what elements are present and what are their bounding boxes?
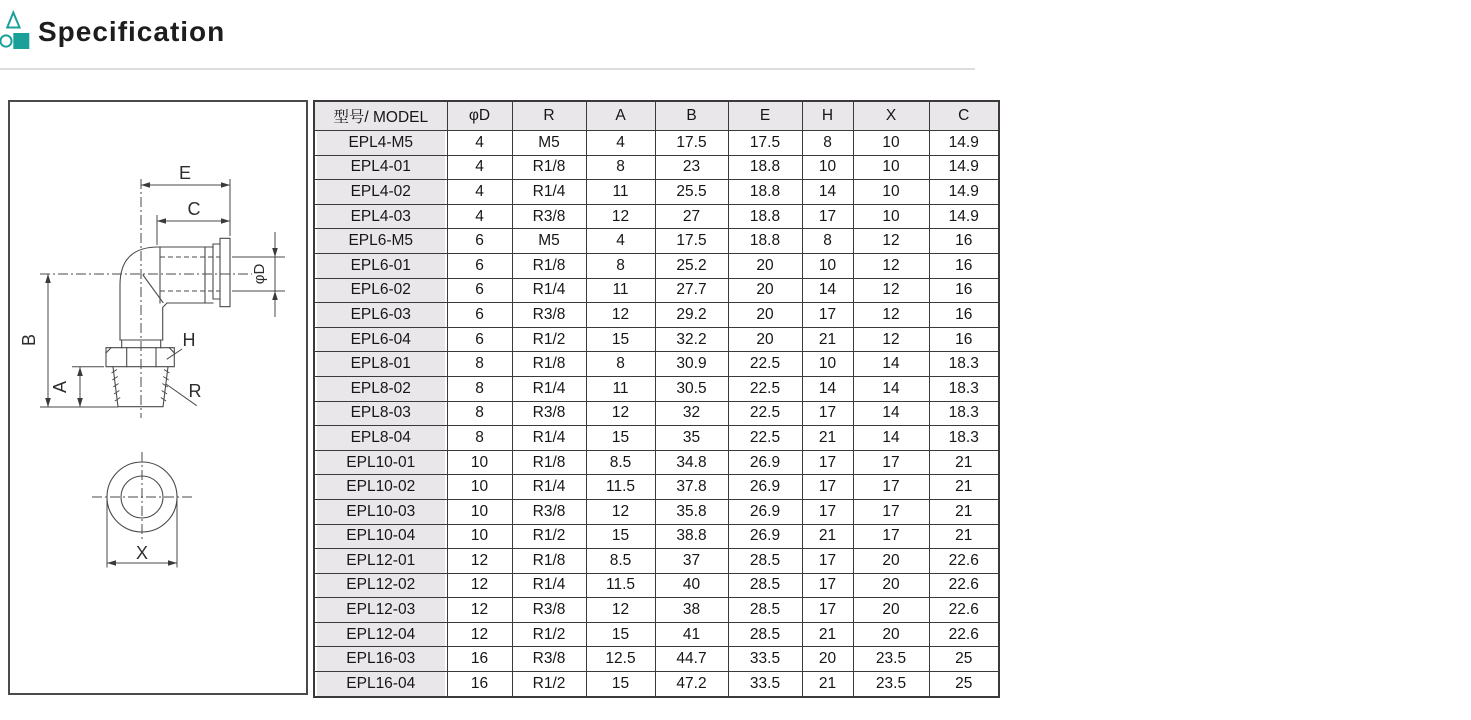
value-cell: 8.5	[586, 549, 655, 574]
value-cell: 11.5	[586, 573, 655, 598]
value-cell: 4	[586, 131, 655, 156]
table-row	[314, 131, 999, 156]
spec-table-body	[314, 131, 999, 697]
value-cell: 37.8	[655, 475, 728, 500]
value-cell: 6	[447, 278, 512, 303]
dim-label-c: C	[187, 199, 201, 219]
value-cell: R1/8	[512, 549, 586, 574]
value-cell: 14	[853, 376, 929, 401]
value-cell: 22.5	[728, 352, 802, 377]
value-cell: R3/8	[512, 204, 586, 229]
value-cell: 12	[586, 499, 655, 524]
value-cell: 17.5	[655, 131, 728, 156]
table-row	[314, 499, 999, 524]
value-cell: 21	[802, 327, 853, 352]
value-cell: 17	[802, 598, 853, 623]
dim-label-phi-d: φD	[251, 263, 268, 285]
value-cell: 40	[655, 573, 728, 598]
value-cell: 21	[802, 672, 853, 697]
table-row	[314, 303, 999, 328]
value-cell: 15	[586, 524, 655, 549]
value-cell: 16	[929, 253, 999, 278]
value-cell: 8	[802, 229, 853, 254]
value-cell: 28.5	[728, 549, 802, 574]
value-cell: 18.8	[728, 155, 802, 180]
model-cell: EPL4-M5	[314, 131, 447, 156]
value-cell: 6	[447, 327, 512, 352]
value-cell: 20	[728, 327, 802, 352]
value-cell: 8	[802, 131, 853, 156]
value-cell: 17	[853, 475, 929, 500]
model-cell: EPL6-M5	[314, 229, 447, 254]
model-cell: EPL12-03	[314, 598, 447, 623]
value-cell: 47.2	[655, 672, 728, 697]
value-cell: 28.5	[728, 598, 802, 623]
value-cell: 15	[586, 426, 655, 451]
value-cell: 28.5	[728, 622, 802, 647]
value-cell: 8	[586, 352, 655, 377]
value-cell: 10	[802, 352, 853, 377]
value-cell: 32.2	[655, 327, 728, 352]
dim-label-r: R	[188, 381, 202, 401]
value-cell: 11	[586, 180, 655, 205]
model-cell: EPL6-02	[314, 278, 447, 303]
value-cell: 8	[586, 253, 655, 278]
value-cell: 15	[586, 622, 655, 647]
value-cell: 11	[586, 376, 655, 401]
model-cell: EPL4-02	[314, 180, 447, 205]
value-cell: 8	[447, 352, 512, 377]
value-cell: 10	[853, 131, 929, 156]
model-cell: EPL6-01	[314, 253, 447, 278]
model-cell: EPL12-01	[314, 549, 447, 574]
value-cell: 4	[447, 204, 512, 229]
value-cell: 26.9	[728, 450, 802, 475]
model-cell: EPL16-04	[314, 672, 447, 697]
table-row	[314, 672, 999, 697]
value-cell: 26.9	[728, 499, 802, 524]
value-cell: 12	[853, 229, 929, 254]
column-header-2: R	[512, 101, 586, 131]
model-cell: EPL8-04	[314, 426, 447, 451]
value-cell: 22.5	[728, 426, 802, 451]
value-cell: 38	[655, 598, 728, 623]
value-cell: 29.2	[655, 303, 728, 328]
model-cell: EPL10-03	[314, 499, 447, 524]
value-cell: 37	[655, 549, 728, 574]
table-row	[314, 622, 999, 647]
value-cell: 18.8	[728, 229, 802, 254]
value-cell: 11.5	[586, 475, 655, 500]
value-cell: 17	[802, 549, 853, 574]
value-cell: 17	[802, 204, 853, 229]
table-row	[314, 376, 999, 401]
value-cell: R3/8	[512, 499, 586, 524]
value-cell: 10	[447, 524, 512, 549]
value-cell: R1/4	[512, 278, 586, 303]
model-cell: EPL10-01	[314, 450, 447, 475]
value-cell: 4	[447, 131, 512, 156]
value-cell: 17	[802, 401, 853, 426]
table-row	[314, 180, 999, 205]
value-cell: 17	[853, 499, 929, 524]
model-cell: EPL4-01	[314, 155, 447, 180]
table-row	[314, 598, 999, 623]
table-row	[314, 352, 999, 377]
value-cell: 41	[655, 622, 728, 647]
value-cell: 15	[586, 327, 655, 352]
value-cell: 20	[853, 549, 929, 574]
value-cell: 18.8	[728, 204, 802, 229]
value-cell: 21	[929, 475, 999, 500]
value-cell: 44.7	[655, 647, 728, 672]
value-cell: 17.5	[655, 229, 728, 254]
value-cell: 6	[447, 229, 512, 254]
value-cell: 10	[802, 253, 853, 278]
value-cell: R1/4	[512, 376, 586, 401]
value-cell: 20	[728, 278, 802, 303]
value-cell: 14	[802, 278, 853, 303]
value-cell: 12	[586, 204, 655, 229]
value-cell: 22.6	[929, 622, 999, 647]
column-header-0: 型号/ MODEL	[314, 101, 447, 131]
value-cell: R1/4	[512, 475, 586, 500]
table-row	[314, 327, 999, 352]
model-cell: EPL10-02	[314, 475, 447, 500]
value-cell: R1/2	[512, 327, 586, 352]
column-header-5: E	[728, 101, 802, 131]
value-cell: 33.5	[728, 647, 802, 672]
value-cell: R3/8	[512, 303, 586, 328]
value-cell: 22.5	[728, 376, 802, 401]
page-title: Specification	[38, 16, 226, 47]
value-cell: 20	[853, 598, 929, 623]
model-cell: EPL16-03	[314, 647, 447, 672]
value-cell: 22.5	[728, 401, 802, 426]
value-cell: 12	[853, 303, 929, 328]
value-cell: 30.9	[655, 352, 728, 377]
value-cell: 11	[586, 278, 655, 303]
table-header-row	[314, 101, 999, 131]
value-cell: 6	[447, 253, 512, 278]
value-cell: 14	[853, 401, 929, 426]
value-cell: 21	[929, 524, 999, 549]
value-cell: R1/8	[512, 352, 586, 377]
value-cell: 14	[853, 352, 929, 377]
value-cell: R1/2	[512, 622, 586, 647]
value-cell: 18.8	[728, 180, 802, 205]
value-cell: 8.5	[586, 450, 655, 475]
value-cell: 17	[853, 450, 929, 475]
table-row	[314, 155, 999, 180]
value-cell: 20	[853, 573, 929, 598]
value-cell: 17	[802, 303, 853, 328]
dim-label-h: H	[182, 330, 196, 350]
column-header-1: φD	[447, 101, 512, 131]
value-cell: 20	[728, 253, 802, 278]
value-cell: 14.9	[929, 131, 999, 156]
value-cell: 27	[655, 204, 728, 229]
table-row	[314, 647, 999, 672]
value-cell: 18.3	[929, 376, 999, 401]
value-cell: 12	[447, 622, 512, 647]
value-cell: 4	[447, 180, 512, 205]
dim-label-e: E	[178, 163, 192, 183]
model-cell: EPL12-04	[314, 622, 447, 647]
model-cell: EPL6-04	[314, 327, 447, 352]
table-row	[314, 573, 999, 598]
value-cell: 12	[447, 598, 512, 623]
value-cell: R1/8	[512, 450, 586, 475]
column-header-6: H	[802, 101, 853, 131]
value-cell: R1/8	[512, 253, 586, 278]
model-cell: EPL8-01	[314, 352, 447, 377]
value-cell: 12	[853, 253, 929, 278]
header-divider	[0, 68, 975, 70]
value-cell: R3/8	[512, 401, 586, 426]
value-cell: 10	[802, 155, 853, 180]
dim-label-b: B	[19, 333, 39, 347]
value-cell: R1/2	[512, 524, 586, 549]
value-cell: 17	[802, 475, 853, 500]
value-cell: 12	[586, 598, 655, 623]
value-cell: 33.5	[728, 672, 802, 697]
spec-table	[313, 100, 1000, 698]
value-cell: 10	[853, 180, 929, 205]
value-cell: 34.8	[655, 450, 728, 475]
value-cell: 10	[447, 450, 512, 475]
value-cell: 17	[802, 499, 853, 524]
value-cell: 25.5	[655, 180, 728, 205]
value-cell: 22.6	[929, 549, 999, 574]
value-cell: 6	[447, 303, 512, 328]
value-cell: 16	[929, 229, 999, 254]
value-cell: 22.6	[929, 573, 999, 598]
value-cell: 8	[586, 155, 655, 180]
value-cell: 10	[853, 155, 929, 180]
table-row	[314, 426, 999, 451]
diagram-border	[9, 101, 307, 694]
model-cell: EPL10-04	[314, 524, 447, 549]
value-cell: 4	[447, 155, 512, 180]
value-cell: 23.5	[853, 647, 929, 672]
table-row	[314, 475, 999, 500]
value-cell: 8	[447, 426, 512, 451]
dim-label-a: A	[50, 380, 70, 394]
value-cell: 27.7	[655, 278, 728, 303]
value-cell: 16	[447, 647, 512, 672]
value-cell: 25	[929, 647, 999, 672]
fitting-diagram	[8, 100, 308, 695]
value-cell: 18.3	[929, 426, 999, 451]
value-cell: R1/8	[512, 155, 586, 180]
value-cell: 16	[447, 672, 512, 697]
value-cell: R3/8	[512, 647, 586, 672]
value-cell: 12	[447, 573, 512, 598]
value-cell: R1/4	[512, 573, 586, 598]
value-cell: 17	[853, 524, 929, 549]
value-cell: 35.8	[655, 499, 728, 524]
value-cell: 21	[802, 426, 853, 451]
column-header-3: A	[586, 101, 655, 131]
value-cell: R1/2	[512, 672, 586, 697]
value-cell: 16	[929, 303, 999, 328]
shapes-logo-icon	[0, 9, 33, 54]
table-row	[314, 401, 999, 426]
value-cell: 12	[586, 401, 655, 426]
value-cell: 16	[929, 278, 999, 303]
value-cell: 18.3	[929, 401, 999, 426]
value-cell: 21	[929, 499, 999, 524]
value-cell: 14.9	[929, 155, 999, 180]
value-cell: 14	[802, 180, 853, 205]
value-cell: 21	[929, 450, 999, 475]
value-cell: 8	[447, 401, 512, 426]
value-cell: 14.9	[929, 180, 999, 205]
table-row	[314, 278, 999, 303]
value-cell: 10	[853, 204, 929, 229]
value-cell: 28.5	[728, 573, 802, 598]
value-cell: M5	[512, 229, 586, 254]
value-cell: 14	[802, 376, 853, 401]
value-cell: 10	[447, 475, 512, 500]
table-row	[314, 524, 999, 549]
value-cell: 12.5	[586, 647, 655, 672]
value-cell: 16	[929, 327, 999, 352]
value-cell: 14.9	[929, 204, 999, 229]
value-cell: 12	[447, 549, 512, 574]
column-header-4: B	[655, 101, 728, 131]
model-cell: EPL8-02	[314, 376, 447, 401]
value-cell: 26.9	[728, 524, 802, 549]
value-cell: 17	[802, 573, 853, 598]
value-cell: 20	[853, 622, 929, 647]
value-cell: 23	[655, 155, 728, 180]
model-cell: EPL8-03	[314, 401, 447, 426]
value-cell: 25.2	[655, 253, 728, 278]
value-cell: R1/4	[512, 180, 586, 205]
value-cell: 25	[929, 672, 999, 697]
column-header-7: X	[853, 101, 929, 131]
value-cell: 17	[802, 450, 853, 475]
value-cell: 4	[586, 229, 655, 254]
value-cell: 10	[447, 499, 512, 524]
table-row	[314, 450, 999, 475]
column-header-8: C	[929, 101, 999, 131]
value-cell: 21	[802, 622, 853, 647]
table-row	[314, 204, 999, 229]
value-cell: 15	[586, 672, 655, 697]
table-row	[314, 229, 999, 254]
value-cell: 26.9	[728, 475, 802, 500]
value-cell: 21	[802, 524, 853, 549]
dim-label-x: X	[135, 543, 149, 563]
value-cell: R1/4	[512, 426, 586, 451]
table-row	[314, 253, 999, 278]
value-cell: 12	[853, 327, 929, 352]
value-cell: 35	[655, 426, 728, 451]
model-cell: EPL4-03	[314, 204, 447, 229]
value-cell: 20	[802, 647, 853, 672]
table-row	[314, 549, 999, 574]
value-cell: 17.5	[728, 131, 802, 156]
value-cell: 22.6	[929, 598, 999, 623]
value-cell: 38.8	[655, 524, 728, 549]
model-cell: EPL12-02	[314, 573, 447, 598]
hex-nut	[106, 348, 174, 367]
value-cell: 12	[586, 303, 655, 328]
value-cell: R3/8	[512, 598, 586, 623]
value-cell: 8	[447, 376, 512, 401]
value-cell: 30.5	[655, 376, 728, 401]
value-cell: M5	[512, 131, 586, 156]
value-cell: 14	[853, 426, 929, 451]
page-header	[0, 0, 1471, 70]
value-cell: 20	[728, 303, 802, 328]
value-cell: 18.3	[929, 352, 999, 377]
value-cell: 23.5	[853, 672, 929, 697]
model-cell: EPL6-03	[314, 303, 447, 328]
value-cell: 32	[655, 401, 728, 426]
value-cell: 12	[853, 278, 929, 303]
